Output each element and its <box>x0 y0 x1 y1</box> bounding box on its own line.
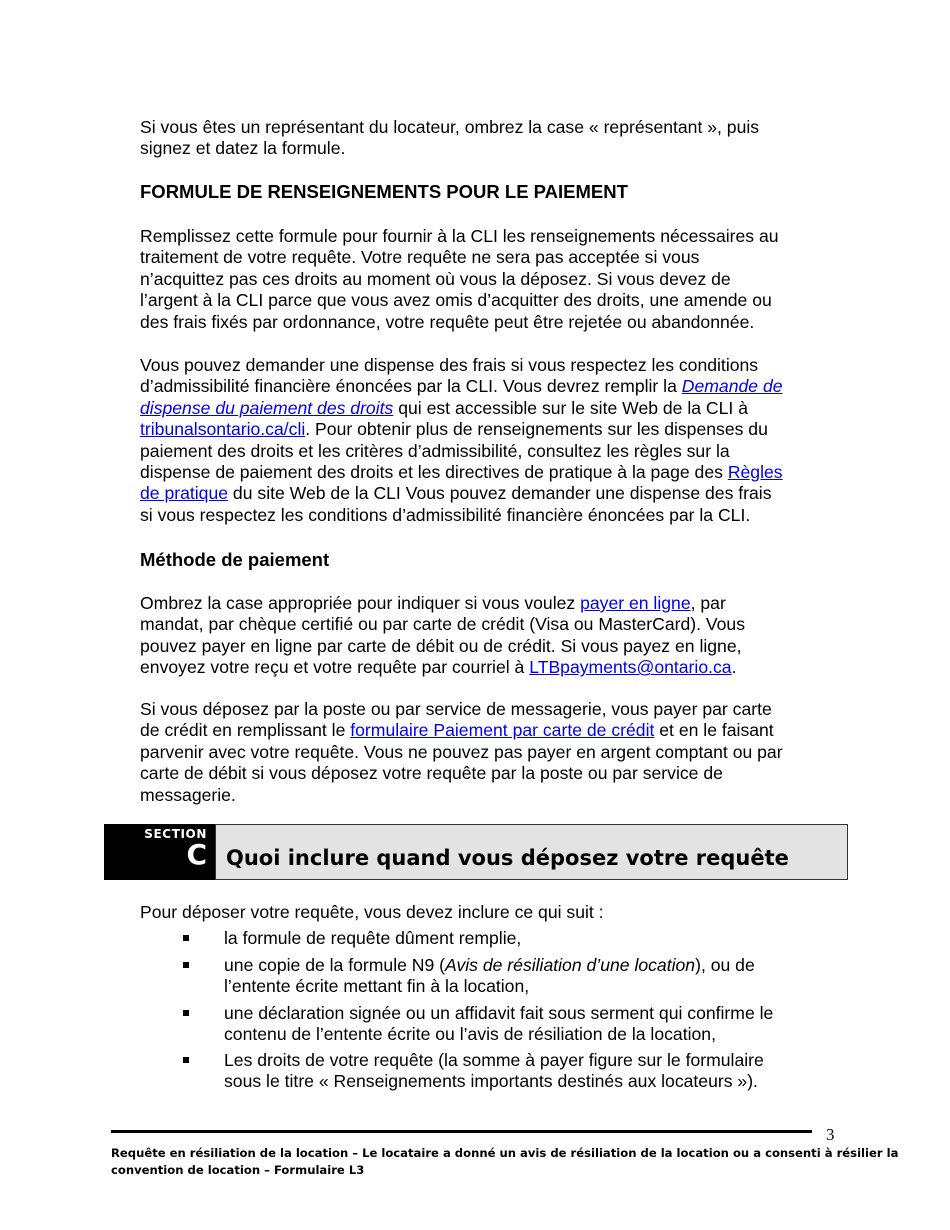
section-c-header <box>104 824 848 880</box>
page-number: 3 <box>826 1125 835 1144</box>
fee-waiver-request-link-cont[interactable]: dispense du paiement des droits <box>140 397 394 418</box>
document-page: Si vous êtes un représentant du locateur, ombrez la case « représentant », puis signez et datez la formule. FORMULE DE RENSEIGNEMENTS POUR LE PAIEMENT Remplissez cette formule pour fournir à la CLI les renseignements nécessaires au traitement de votre requête. Votre requête ne sera pas acceptée si vous n’acquittez pas ces droits au moment où vous la déposez. Si vous devez de l’argent à la CLI parce que vous avez omis d’acquitter des droits, une amende ou des frais fixés par ordonnance, votre requête peut être rejetée ou abandonnée. Vous pouvez demander une dispense des frais si vous respectez les conditions d’admissibilité financière énoncées par la CLI. Vous devrez remplir la Demande de dispense du paiement des droits qui est accessible sur le site Web de la CLI à tribunalsontario.ca/cli. Pour obtenir plus de renseignements sur les dispenses du paiement des droits et les critères d’admissibilité, consultez les règles sur la dispense de paiement des droits et les directives de pratique à la page des Règles de pratique du site Web de la CLI Vous pouvez demander une dispense des frais si vous respectez les conditions d’admissibilité financière énoncées par la CLI. Méthode de paiement Ombrez la case appropriée pour indiquer si vous voulez payer en ligne, par mandat, par chèque certifié ou par carte de crédit (Visa ou MasterCard). Vous pouvez payer en ligne par carte de débit ou de crédit. Si vous payez en ligne, envoyez votre reçu et votre requête par courriel à LTBpayments@ontario.ca. Si vous déposez par la poste ou par service de messagerie, vous payer par carte de crédit en remplissant le formulaire Paiement par carte de crédit et en le faisant parvenir avec votre requête. Vous ne pouvez pas payer en argent comptant ou par carte de débit si vous déposez votre requête par la poste ou par service de messagerie. SECTION C Quoi inclure quand vous déposez votre requête Pour déposer votre requête, vous devez inclure ce qui suit : la formule de requête dûment remplie, une copie de la formule N9 (Avis de résiliation d’une location), ou de l’entente écrite mettant fin à la location, une déclaration signée ou un affidavit fait sous serment qui confirme le contenu de l’entente écrite ou l’avis de résiliation de la location, Les droits de votre requête (la somme à payer figure sur le formulaire sous le titre « Renseignements importants destinés aux locateurs »). 3 Requête en résiliation de la location – Le locataire a donné un avis de résiliation de la location ou a consenti à résilier la convention de location – Formulaire L3 <box>0 0 950 1230</box>
credit-card-form-link[interactable]: formulaire Paiement par carte de crédit <box>350 720 655 741</box>
tribunal-website-link[interactable]: tribunalsontario.ca/cli <box>140 419 306 440</box>
bullet-icon <box>183 935 189 941</box>
rules-of-practice-link-cont[interactable]: de pratique <box>140 483 229 504</box>
fee-waiver-paragraph: Vous pouvez demander une dispense des frais si vous respectez les conditions d’admissibilité financière énoncées par la CLI. Vous devrez remplir la Demande de dispense du paiement des droits qui est accessible sur le site Web de la CLI à tribunalsontario.ca/cli. Pour obtenir plus de renseignements sur les dispenses du paiement des droits et les critères d’admissibilité, consultez les règles sur la dispense de paiement des droits et les directives de pratique à la page des Règles de pratique du site Web de la CLI Vous pouvez demander une dispense des frais si vous respectez les conditions d’admissibilité financière énoncées par la CLI. <box>140 355 783 525</box>
section-c-intro: Pour déposer votre requête, vous devez inclure ce qui suit : <box>140 902 604 922</box>
mail-payment-paragraph: Si vous déposez par la poste ou par service de messagerie, vous payer par carte de crédit en remplissant le formulaire Paiement par carte de crédit et en le faisant parvenir avec votre requête. Vous ne pouvez pas payer en argent comptant ou par carte de débit si vous déposez votre requête par la poste ou par service de messagerie. <box>140 699 783 805</box>
footer-divider <box>111 1130 812 1133</box>
bullet-icon <box>183 962 189 968</box>
bullet-icon <box>183 1057 189 1063</box>
section-label: SECTION <box>144 827 207 841</box>
payment-form-paragraph: Remplissez cette formule pour fournir à la CLI les renseignements nécessaires au traitement de votre requête. Votre requête ne sera pas acceptée si vous n’acquittez pas ces droits au moment où vous la déposez. Si vous devez de l’argent à la CLI parce que vous avez omis d’acquitter des droits, une amende ou des frais fixés par ordonnance, votre requête peut être rejetée ou abandonnée. <box>140 226 779 332</box>
fee-waiver-request-link[interactable]: Demande de <box>681 376 783 397</box>
payments-email-link[interactable]: LTBpayments@ontario.ca <box>529 657 732 678</box>
pay-online-link[interactable]: payer en ligne <box>580 593 691 613</box>
payment-method-paragraph: Ombrez la case appropriée pour indiquer si vous voulez payer en ligne, par mandat, par chèque certifié ou par carte de crédit (Visa ou MasterCard). Vous pouvez payer en ligne par carte de débit ou de crédit. Si vous payez en ligne, envoyez votre reçu et votre requête par courriel à LTBpayments@ontario.ca. <box>140 593 746 678</box>
section-label-block <box>104 824 215 880</box>
section-title-bar <box>215 824 848 880</box>
payment-method-heading: Méthode de paiement <box>140 549 330 570</box>
section-title: Quoi inclure quand vous déposez votre requête <box>226 846 789 870</box>
footer-form-title: Requête en résiliation de la location – Le locataire a donné un avis de résiliation de la location ou a consenti à résilier la convention de location – Formulaire L3 <box>111 1146 899 1177</box>
rules-of-practice-link[interactable]: Règles <box>727 462 783 483</box>
bullet-icon <box>183 1010 189 1016</box>
section-letter: C <box>186 838 207 871</box>
representative-paragraph: Si vous êtes un représentant du locateur, ombrez la case « représentant », puis signez et datez la formule. <box>140 117 760 159</box>
payment-form-heading: FORMULE DE RENSEIGNEMENTS POUR LE PAIEMENT <box>140 181 628 202</box>
